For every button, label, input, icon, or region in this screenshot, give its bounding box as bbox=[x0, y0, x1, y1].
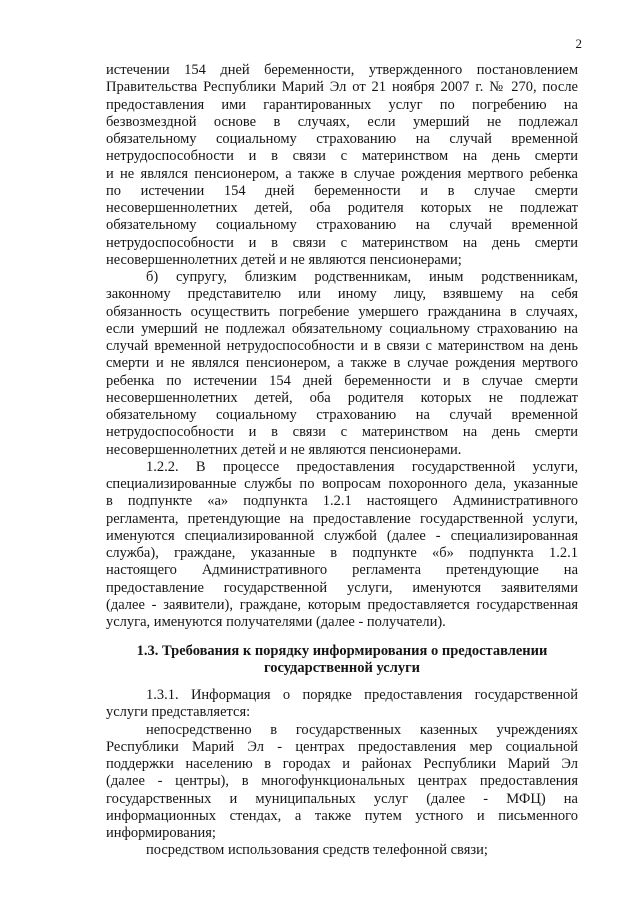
text-line: обязанность осуществить погребение умершего гражданина в случаях, bbox=[106, 303, 578, 320]
text-line: случай временной нетрудоспособности и в связи с материнством на день bbox=[106, 338, 578, 354]
text-line: истечении 154 дней беременности, утвержденного постановлением bbox=[106, 62, 578, 78]
text-line: несовершеннолетних детей, оба родителя которых не подлежат bbox=[106, 200, 578, 216]
text-line: предоставления ими гарантированных услуг по погребению на bbox=[106, 96, 578, 113]
text-line: несовершеннолетних детей и не являются пенсионерами. bbox=[106, 441, 462, 458]
text-line: безвозмездной основе в случаях, если умерший не подлежал bbox=[106, 113, 578, 130]
paragraph bbox=[106, 842, 578, 859]
text-line: нетрудоспособности и в связи с материнством на день смерти bbox=[106, 424, 578, 441]
text-line: 1.2.2. В процессе предоставления государственной услуги, bbox=[146, 458, 578, 475]
text-line: непосредственно в государственных казенных учреждениях bbox=[146, 721, 578, 738]
text-line: поддержки населению в городах и районах Республики Марий Эл bbox=[106, 756, 578, 772]
text-line: нетрудоспособности и в связи с материнством на день смерти bbox=[106, 234, 578, 251]
text-line: нетрудоспособности и в связи с материнством на день смерти bbox=[106, 148, 578, 165]
text-line: регламента, претендующие на предоставление государственной услуги, bbox=[106, 510, 578, 527]
page-number: 2 bbox=[575, 36, 582, 51]
text-line: специализированные службы по вопросам похоронного дела, указанные bbox=[106, 476, 578, 492]
text-line: законному представителю или иному лицу, взявшему на себя bbox=[106, 286, 578, 303]
section-heading bbox=[106, 643, 578, 678]
text-line: предоставление государственной услуги, именуются заявителями bbox=[106, 579, 578, 596]
text-line: если умерший не подлежал обязательному социальному страхованию на bbox=[106, 320, 578, 337]
text-line: настоящего Административного регламента претендующие на bbox=[106, 562, 578, 579]
text-line: посредством использования средств телефонной связи; bbox=[146, 842, 488, 859]
text-line: несовершеннолетних детей, оба родителя которых не подлежат bbox=[106, 389, 578, 406]
text-line: информационных стендах, а также путем устного и письменного bbox=[106, 807, 578, 824]
text-line: по истечении 154 дней беременности и в случае смерти bbox=[106, 182, 578, 199]
text-line: несовершеннолетних детей и не являются пенсионерами; bbox=[106, 251, 462, 268]
heading-line: 1.3. Требования к порядку информирования о предоставлении bbox=[136, 643, 548, 659]
heading-line: государственной услуги bbox=[263, 660, 421, 677]
text-line: и не являлся пенсионером, а также в случае рождения мертвого ребенка bbox=[106, 165, 578, 182]
text-line: Правительства Республики Марий Эл от 21 ноября 2007 г. № 270, после bbox=[106, 79, 578, 96]
paragraph bbox=[106, 722, 578, 843]
text-line: (далее - заявители), граждане, которым предоставляется государственная bbox=[106, 596, 578, 613]
text-line: ребенка по истечении 154 дней беременности и в случае смерти bbox=[106, 372, 578, 389]
text-line: услуга, именуются получателями (далее - получатели). bbox=[106, 614, 446, 630]
paragraph bbox=[106, 687, 578, 722]
text-line: служба), граждане, указанные в подпункте «б» подпункта 1.2.1 bbox=[106, 545, 578, 561]
text-line: информирования; bbox=[106, 825, 216, 841]
paragraph bbox=[106, 269, 578, 459]
text-line: (далее - центры), в многофункциональных центрах предоставления bbox=[106, 773, 578, 790]
text-line: в подпункте «а» подпункта 1.2.1 настоящего Административного bbox=[106, 493, 578, 510]
text-line: 1.3.1. Информация о порядке предоставления государственной bbox=[146, 687, 578, 703]
body-text bbox=[106, 62, 578, 631]
text-line: обязательному социальному страхованию на случай временной bbox=[106, 131, 578, 147]
paragraph bbox=[106, 459, 578, 632]
text-line: обязательному социальному страхованию на случай временной bbox=[106, 407, 578, 423]
text-line: именуются специализированной службой (далее - специализированная bbox=[106, 527, 578, 544]
paragraph bbox=[106, 62, 578, 269]
text-line: услуги представляется: bbox=[106, 704, 251, 721]
text-line: Республики Марий Эл - центрах предоставления мер социальной bbox=[106, 738, 578, 755]
text-line: обязательному социальному страхованию на случай временной bbox=[106, 217, 578, 234]
text-line: государственных и муниципальных услуг (далее - МФЦ) на bbox=[106, 790, 578, 807]
section-body bbox=[106, 687, 578, 860]
text-line: б) супругу, близким родственникам, иным родственникам, bbox=[146, 269, 578, 285]
text-line: смерти и не являлся пенсионером, а также в случае рождения мертвого bbox=[106, 355, 578, 372]
